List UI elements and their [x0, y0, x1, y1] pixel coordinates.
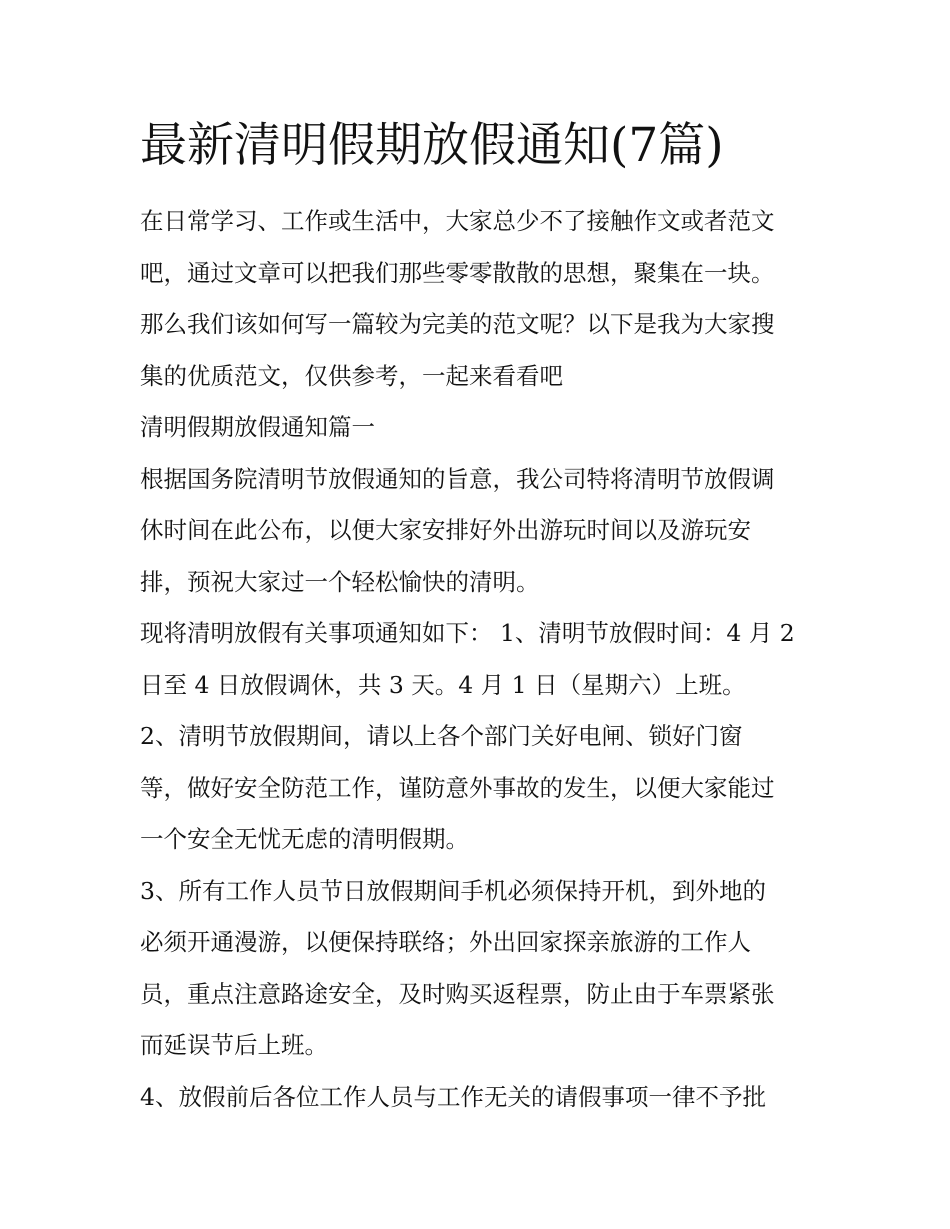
body-line: 休时间在此公布，以便大家安排好外出游玩时间以及游玩安	[140, 516, 751, 544]
body-line: 4、放假前后各位工作人员与工作无关的请假事项一律不予批	[140, 1082, 766, 1111]
body-line: 日至 4 日放假调休，共 3 天。4 月 1 日（星期六）上班。	[140, 670, 746, 699]
body-line: 排，预祝大家过一个轻松愉快的清明。	[140, 567, 540, 596]
section-heading: 清明假期放假通知篇一	[140, 413, 375, 441]
body-line: 吧，通过文章可以把我们那些零零散散的思想，聚集在一块。	[140, 258, 775, 287]
body-line: 在日常学习、工作或生活中，大家总少不了接触作文或者范文	[140, 207, 775, 235]
document-title: 最新清明假期放假通知(7篇)	[140, 118, 724, 173]
body-line: 集的优质范文，仅供参考，一起来看看吧	[140, 361, 563, 390]
body-line: 根据国务院清明节放假通知的旨意，我公司特将清明节放假调	[140, 464, 775, 493]
body-line: 那么我们该如何写一篇较为完美的范文呢？以下是我为大家搜	[140, 310, 775, 338]
body-line: 等，做好安全防范工作，谨防意外事故的发生，以便大家能过	[140, 773, 775, 802]
body-line: 一个安全无忧无虑的清明假期。	[140, 825, 469, 853]
body-line: 而延误节后上班。	[140, 1031, 328, 1059]
document-body	[140, 196, 820, 1123]
body-line: 2、清明节放假期间，请以上各个部门关好电闸、锁好门窗	[140, 722, 743, 750]
body-line: 必须开通漫游，以便保持联络；外出回家探亲旅游的工作人	[140, 928, 751, 956]
body-line: 3、所有工作人员节日放假期间手机必须保持开机，到外地的	[140, 876, 766, 905]
body-line: 现将清明放假有关事项通知如下： 1、清明节放假时间：4 月 2	[140, 619, 795, 647]
body-line: 员，重点注意路途安全，及时购买返程票，防止由于车票紧张	[140, 979, 775, 1008]
